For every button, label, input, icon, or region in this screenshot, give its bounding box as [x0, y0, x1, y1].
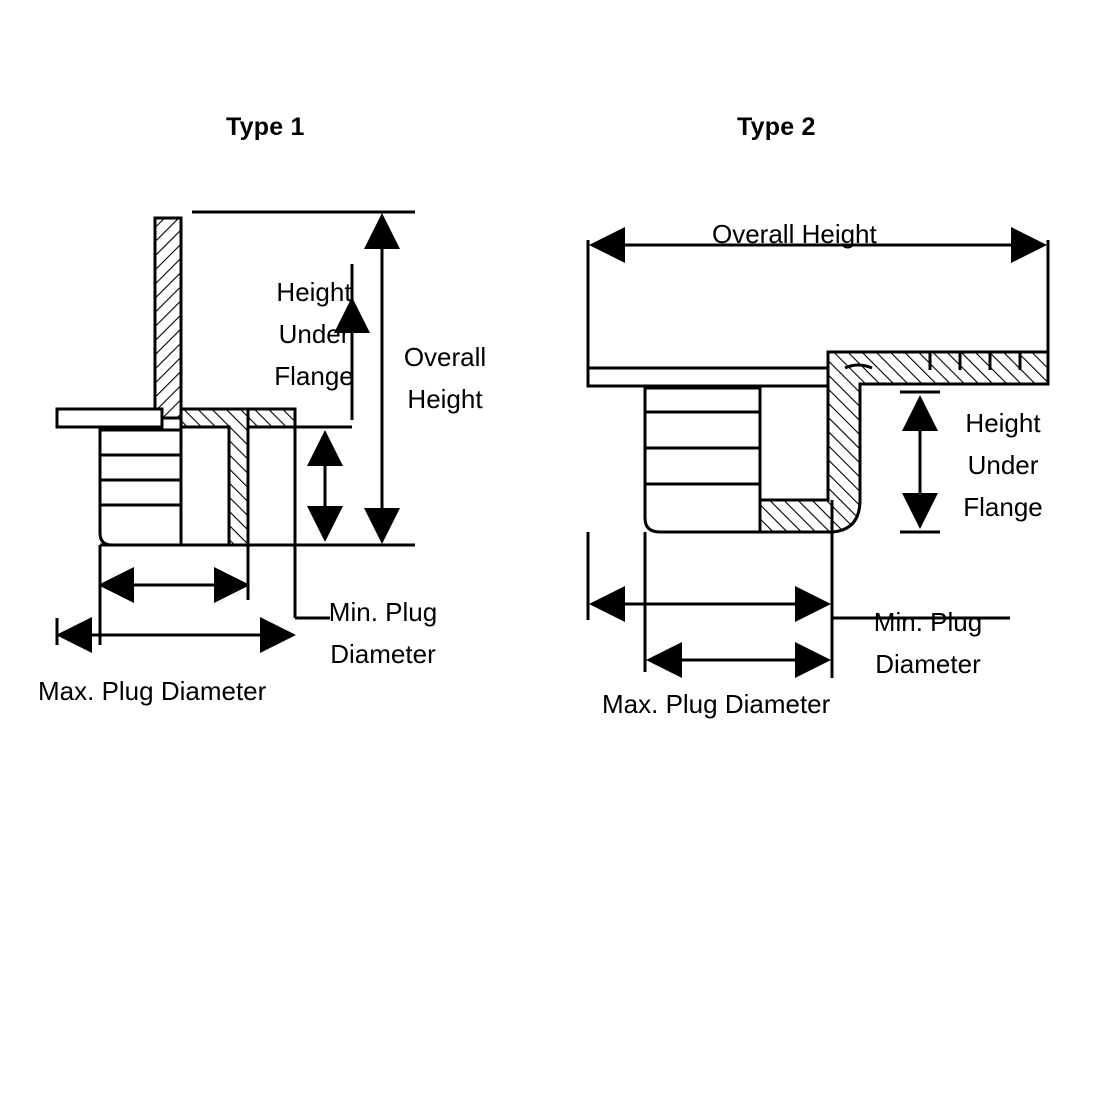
label-height-under-flange-type2	[950, 402, 1056, 528]
label-line: Diameter	[875, 649, 981, 679]
label-line: Overall	[403, 342, 487, 372]
label-max-plug-diameter-type2: Max. Plug Diameter	[602, 689, 831, 719]
label-line: Under	[967, 450, 1039, 480]
label-height-under-flange-type1	[259, 271, 369, 397]
label-line: Flange	[963, 492, 1043, 522]
label-overall-height-type2: Overall Height	[712, 219, 877, 249]
label-line: Height	[407, 384, 483, 414]
label-min-plug-diameter-type1	[310, 591, 456, 675]
label-line: Height	[276, 277, 352, 307]
label-line: Min. Plug	[873, 607, 983, 637]
label-line: Min. Plug	[328, 597, 438, 627]
label-line: Under	[278, 319, 350, 349]
panel-title-type-2: Type 2	[737, 113, 816, 141]
label-line: Height	[965, 408, 1041, 438]
label-min-plug-diameter-type2	[855, 601, 1001, 685]
label-overall-height-type1	[393, 336, 497, 420]
label-max-plug-diameter-type1: Max. Plug Diameter	[38, 676, 267, 706]
panel-title-type-1: Type 1	[226, 113, 305, 141]
label-line: Diameter	[330, 639, 436, 669]
label-line: Flange	[274, 361, 354, 391]
